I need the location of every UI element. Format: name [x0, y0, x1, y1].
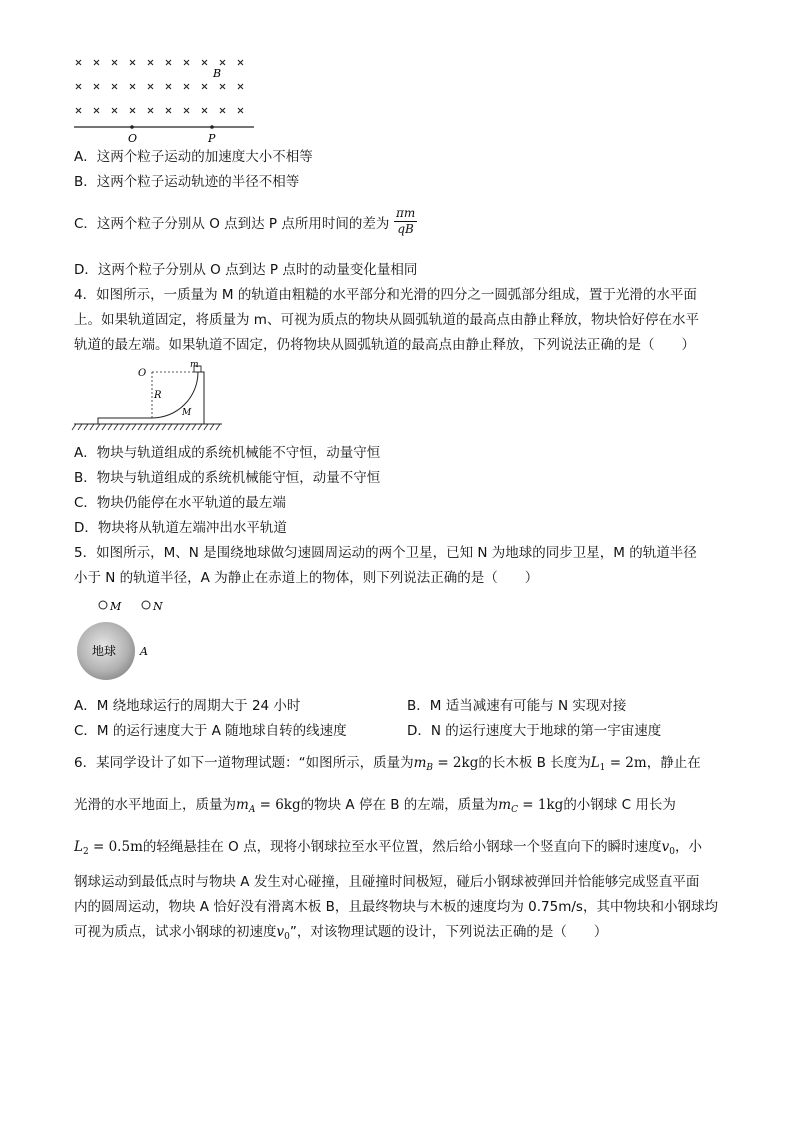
q3-option-b: B．这两个粒子运动轨迹的半径不相等 — [74, 174, 300, 190]
text: 的小钢球 C 用长为 — [563, 797, 676, 813]
text: 的轻绳悬挂在 O 点，现将小钢球拉至水平位置，然后给小钢球一个竖直向下的瞬时速度 — [142, 839, 662, 855]
text: 光滑的水平地面上，质量为 — [74, 797, 236, 813]
q3-option-c: C．这两个粒子分别从 O 点到达 P 点所用时间的差为 — [74, 216, 390, 232]
q6-line-4: 钢球运动到最低点时与物块 A 发生对心碰撞，且碰撞时间极短，碰后小钢球被弹回并恰能够完成竖直平面 — [74, 874, 700, 890]
text: 可视为质点，试求小钢球的初速度 — [74, 924, 277, 940]
text: 的长木板 B 长度为 — [478, 755, 591, 771]
label-P: P — [208, 132, 216, 144]
q6-line-2 — [74, 796, 676, 819]
q4-stem-line-3: 轨道的最左端。如果轨道不固定，仍将物块从圆弧轨道的最高点由静止释放，下列说法正确的是（ ） — [74, 337, 695, 353]
label-A: A — [140, 645, 148, 658]
label-M: M — [182, 408, 192, 418]
satellite-N — [142, 601, 150, 609]
q5-option-b: B．M 适当减速有可能与 N 实现对接 — [407, 698, 627, 714]
earth-label: 地球 — [92, 644, 117, 658]
q4-option-d: D．物块将从轨道左端冲出水平轨道 — [74, 520, 287, 536]
math-L2: $L_2 = 0.5m$ — [74, 839, 143, 857]
ground-hatch — [72, 424, 220, 430]
math-mA: $m_A = 6kg$ — [236, 797, 301, 815]
q5-stem-line-2: 小于 N 的轨道半径，A 为静止在赤道上的物体，则下列说法正确的是（ ） — [74, 570, 539, 586]
text: ”，对该物理试题的设计，下列说法正确的是（ ） — [289, 924, 608, 940]
text: 6．某同学设计了如下一道物理试题：“如图所示，质量为 — [74, 755, 414, 771]
track-figure — [70, 360, 230, 432]
q3-option-a: A．这两个粒子运动的加速度大小不相等 — [74, 149, 313, 165]
magnetic-field-figure — [70, 56, 260, 144]
q3-option-d: D．这两个粒子分别从 O 点到达 P 点时的动量变化量相同 — [74, 262, 418, 278]
label-O: O — [138, 368, 147, 379]
satellite-M — [99, 601, 107, 609]
label-m: m — [190, 360, 199, 370]
fraction-numerator: πm — [396, 206, 416, 220]
q4-option-a: A．物块与轨道组成的系统机械能不守恒，动量守恒 — [74, 445, 381, 461]
label-O: O — [128, 132, 138, 144]
q5-option-c: C．M 的运行速度大于 A 随地球自转的线速度 — [74, 723, 347, 739]
q5-option-a: A．M 绕地球运行的周期大于 24 小时 — [74, 698, 301, 714]
math-v0: $v_0$ — [276, 924, 290, 942]
earth-satellite-figure — [74, 595, 184, 687]
fraction-denominator: qB — [397, 222, 414, 236]
math-mC: $m_C = 1kg$ — [498, 797, 564, 815]
q4-stem-line-1: 4．如图所示，一质量为 M 的轨道由粗糙的水平部分和光滑的四分之一圆弧部分组成，置于光滑的水平面 — [74, 287, 697, 303]
label-B: B — [213, 67, 222, 80]
q6-line-3 — [74, 838, 702, 861]
math-mB: $m_B = 2kg$ — [413, 755, 479, 773]
q6-line-6 — [74, 923, 607, 946]
text: ，小 — [674, 839, 702, 855]
q6-line-1 — [74, 754, 701, 777]
text: 的物块 A 停在 B 的左端，质量为 — [300, 797, 499, 813]
q4-option-b: B．物块与轨道组成的系统机械能守恒，动量不守恒 — [74, 470, 381, 486]
q3-option-c-fraction — [394, 206, 417, 237]
label-R: R — [154, 390, 162, 401]
q5-option-d: D．N 的运行速度大于地球的第一宇宙速度 — [407, 723, 662, 739]
label-N: N — [153, 600, 163, 613]
text: ，静止在 — [646, 755, 701, 771]
label-M: M — [110, 600, 122, 613]
q5-stem-line-1: 5．如图所示，M、N 是围绕地球做匀速圆周运动的两个卫星，已知 N 为地球的同步卫星，M 的轨道半径 — [74, 545, 697, 561]
q4-stem-line-2: 上。如果轨道固定，将质量为 m、可视为质点的物块从圆弧轨道的最高点由静止释放，物块恰好停在水平 — [74, 312, 699, 328]
q4-option-c: C．物块仍能停在水平轨道的最左端 — [74, 495, 286, 511]
math-L1: $L_1 = 2m$ — [590, 755, 647, 773]
math-v0: $v_0$ — [661, 839, 675, 857]
q6-line-5: 内的圆周运动，物块 A 恰好没有滑离木板 B，且最终物块与木板的速度均为 0.75m/s，其中物块和小钢球均 — [74, 899, 718, 915]
